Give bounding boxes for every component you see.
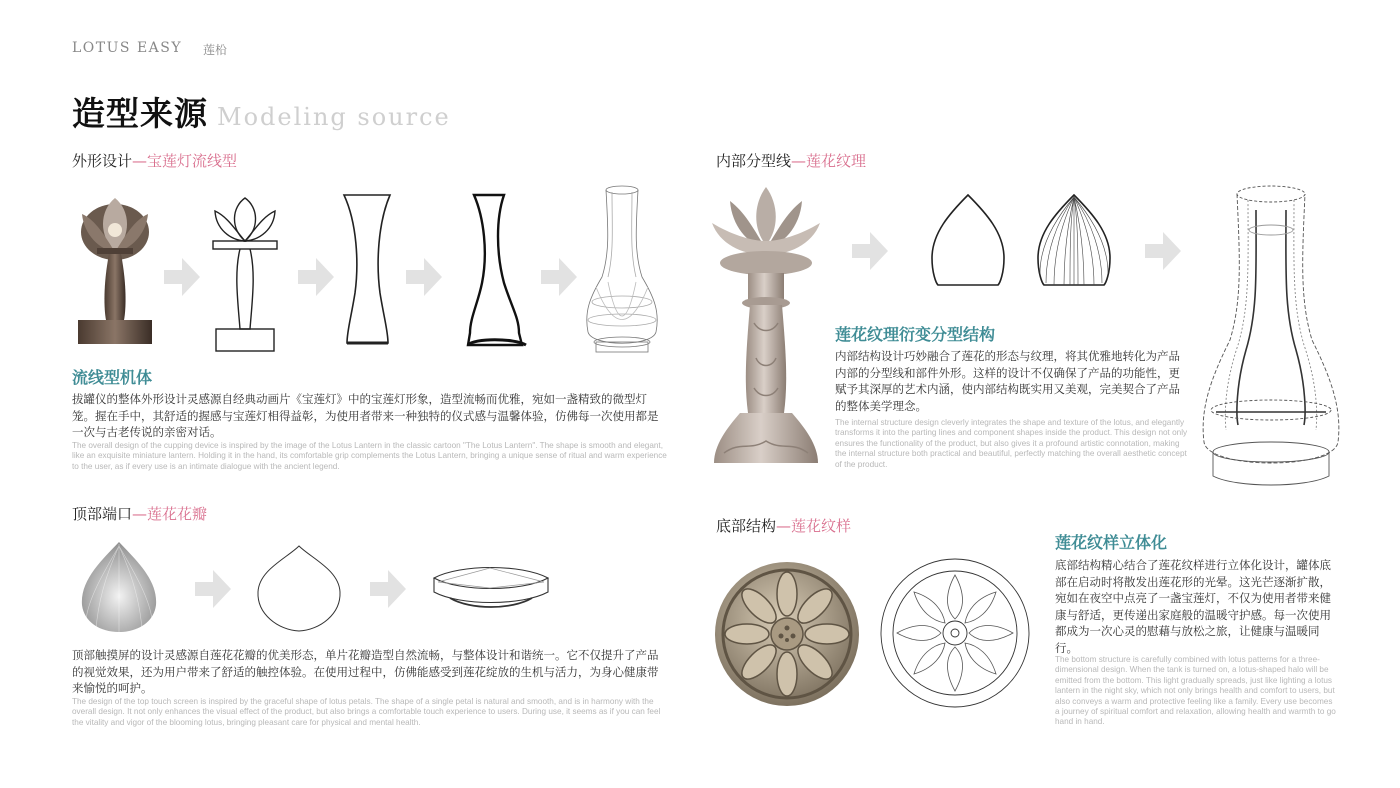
- bottom-heading-main: 底部结构: [716, 517, 777, 535]
- parting-line-heading-main: 内部分型线: [716, 152, 792, 170]
- parting-line-subtitle: 莲花纹理衍变分型结构: [835, 325, 996, 344]
- petal-outline-round: [255, 544, 343, 634]
- lotus-petal-photo: [78, 540, 160, 635]
- lotus-pattern-drawing: [879, 553, 1031, 713]
- parting-line-heading-dash: —: [791, 152, 807, 170]
- arrow-icon: [1145, 232, 1181, 270]
- lamp-outline: [210, 193, 280, 355]
- device-wireframe-tall: [1196, 180, 1346, 492]
- top-port-body-en: The design of the top touch screen is inspired by the graceful shape of lotus petals. The shape of a single petal is natural and smooth, and is in harmony with the overall design. It not only enhances the visual effect of the product, but also brings a comfortable touch experience to users. During use, it seems as if you can feel the vitality and vigor of the blooming lotus, bringing pleasant care for physical and mental health.: [72, 697, 661, 727]
- appearance-subtitle: 流线型机体: [72, 368, 153, 387]
- page-title-en: Modeling source: [217, 103, 451, 131]
- lotus-lamp-photo: [70, 190, 160, 355]
- arrow-icon: [298, 258, 334, 296]
- top-port-heading-dash: —: [132, 505, 148, 523]
- bottom-body-en: The bottom structure is carefully combined with lotus patterns for a three-dimensional design. When the tank is turned on, a lotus-shaped halo will be emitted from the bottom. This light gradually spreads, just like lighting a lotus lantern in the night sky, which not only brings health and comfort to users, but also conveys a warm and protective feeling like a family. Every use becomes a journey of spiritual comfort and relaxation, allowing health and warmth to go hand in hand.: [1055, 655, 1336, 727]
- arrow-icon: [195, 570, 231, 608]
- appearance-body-en: The overall design of the cupping device is inspired by the image of the Lotus Lantern in the classic cartoon "The Lotus Lantern". The shape is smooth and elegant, like an exquisite miniature lantern. Holding it in the hand, its comfortable grip complements the Lotus Lantern, bringing a unique sense of ritual and warm experience to the user, as if every use is an intimate dialogue with the ancient legend.: [72, 441, 667, 471]
- appearance-heading-accent: 宝莲灯流线型: [147, 152, 238, 170]
- appearance-heading-dash: —: [132, 152, 148, 170]
- appearance-heading-main: 外形设计: [72, 152, 133, 170]
- appearance-body-cn: 拔罐仪的整体外形设计灵感源自经典动画片《宝莲灯》中的宝莲灯形象，造型流畅而优雅，宛如一盏精致的微型灯笼。握在手中，其舒适的握感与宝莲灯相得益彰，为使用者带来一种独特的仪式感与温馨体验，仿佛每一次使用都是一次与古老传说的亲密对话。: [72, 392, 659, 439]
- vase-outline-thin: [340, 193, 395, 355]
- lotus-tile-photo: [711, 558, 863, 710]
- arrow-icon: [541, 258, 577, 296]
- touch-screen-perspective: [430, 558, 552, 616]
- bottom-heading-dash: —: [776, 517, 792, 535]
- bottom-body-cn: 底部结构精心结合了莲花纹样进行立体化设计，罐体底部在启动时将散发出莲花形的光晕。这光芒逐渐扩散，宛如在夜空中点亮了一盏宝莲灯，不仅为使用者带来健康与舒适，更传递出家庭般的温暖守护感。每一次使用都成为一次心灵的慰藉与放松之旅，让健康与温暖同行。: [1055, 558, 1331, 655]
- top-port-body-cn: 顶部触摸屏的设计灵感源自莲花花瓣的优美形态，单片花瓣造型自然流畅，与整体设计和谐统一。它不仅提升了产品的视觉效果，还为用户带来了舒适的触控体验。在使用过程中，仿佛能感受到莲花绽放的生机与活力，为身心健康带来愉悦的呵护。: [72, 648, 659, 695]
- parting-line-body-cn: 内部结构设计巧妙融合了莲花的形态与纹理，将其优雅地转化为产品内部的分型线和部件外形。这样的设计不仅确保了产品的功能性，更赋予其深厚的艺术内涵，使内部结构既实用又美观，完美契合了产品的整体美学理念。: [835, 349, 1180, 413]
- bottom-heading-accent: 莲花纹样: [791, 517, 852, 535]
- device-wireframe: [582, 182, 662, 357]
- arrow-icon: [370, 570, 406, 608]
- arrow-icon: [406, 258, 442, 296]
- parting-line-heading-accent: 莲花纹理: [806, 152, 867, 170]
- bottom-heading: [716, 515, 851, 536]
- top-port-heading-accent: 莲花花瓣: [147, 505, 208, 523]
- top-port-heading: [72, 503, 207, 524]
- bottom-subtitle: 莲花纹样立体化: [1055, 533, 1168, 552]
- parting-line-heading: [716, 150, 866, 171]
- brand-name-cn: 莲柗: [203, 43, 228, 57]
- appearance-heading: [72, 150, 237, 171]
- top-port-heading-main: 顶部端口: [72, 505, 133, 523]
- petal-outline: [928, 193, 1008, 288]
- arrow-icon: [852, 232, 888, 270]
- lotus-pillar-photo: [710, 183, 822, 478]
- vase-outline-bold: [464, 193, 534, 355]
- arrow-icon: [164, 258, 200, 296]
- petal-textured: [1034, 193, 1114, 288]
- parting-line-body-en: The internal structure design cleverly integrates the shape and texture of the lotus, and elegantly transforms it into the parting lines and component shapes inside the product. This design not only ensures the functionality of the product, but also gives it a profound artistic connotation, making the internal structure both practical and beautiful, perfectly matching the overall aesthetic concept of the product.: [835, 418, 1188, 469]
- brand-name: LOTUS EASY: [72, 40, 183, 56]
- page-title: 造型来源: [72, 94, 208, 133]
